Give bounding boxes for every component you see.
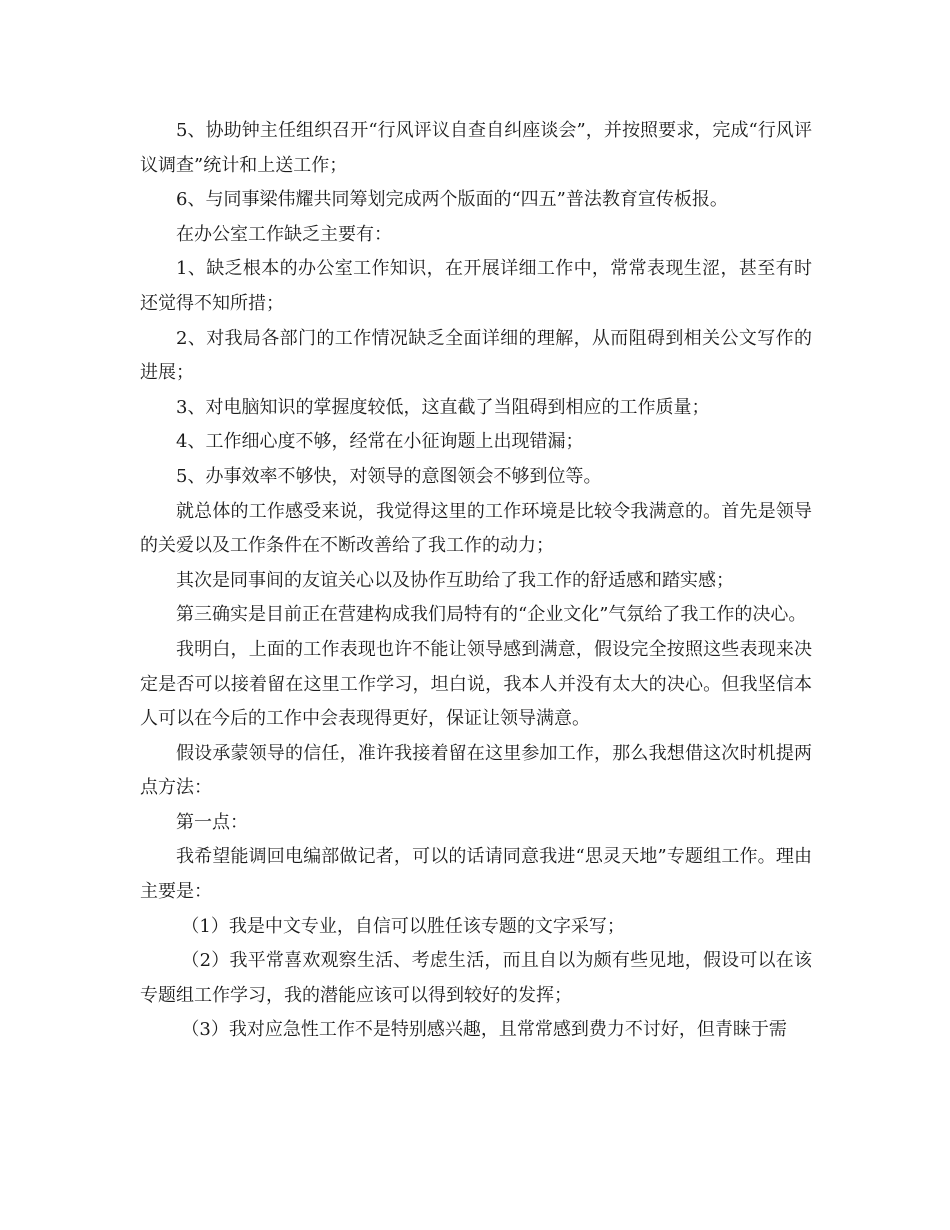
paragraph: 6、与同事梁伟耀共同筹划完成两个版面的“四五”普法教育宣传板报。 <box>176 189 728 211</box>
document-body <box>140 114 812 1048</box>
paragraph: 在办公室工作缺乏主要有： <box>176 223 392 245</box>
list-item: （3）我对应急性工作不是特别感兴趣，且常常感到费力不讨好，但青睐于需 <box>181 1019 787 1041</box>
paragraph: 假设承蒙领导的信任，准许我接着留在这里参加工作，那么我想借这次时机提两点方法： <box>140 742 812 799</box>
paragraph: 5、协助钟主任组织召开“行风评议自查自纠座谈会”，并按照要求，完成“行风评议调查”统计和上送工作； <box>140 120 812 176</box>
paragraph: 第一点： <box>176 811 248 833</box>
list-item: （1）我是中文专业，自信可以胜任该专题的文字采写； <box>181 915 625 937</box>
paragraph: 就总体的工作感受来说，我觉得这里的工作环境是比较令我满意的。首先是领导的关爱以及工作条件在不断改善给了我工作的动力； <box>140 500 812 557</box>
paragraph: 3、对电脑知识的掌握度较低，这直截了当阻碍到相应的工作质量； <box>176 396 710 418</box>
list-item: （2）我平常喜欢观察生活、考虑生活，而且自以为颇有些见地，假设可以在该专题组工作学习，我的潜能应该可以得到较好的发挥； <box>140 950 812 1006</box>
paragraph: 第三确实是目前正在营建构成我们局特有的“企业文化”气氛给了我工作的决心。 <box>176 604 807 626</box>
paragraph: 我希望能调回电编部做记者，可以的话请同意我进“思灵天地”专题组工作。理由主要是： <box>140 846 812 903</box>
paragraph: 2、对我局各部门的工作情况缺乏全面详细的理解，从而阻碍到相关公文写作的进展； <box>140 327 812 384</box>
paragraph: 1、缺乏根本的办公室工作知识，在开展详细工作中，常常表现生涩，甚至有时还觉得不知所措； <box>140 258 812 314</box>
paragraph: 5、办事效率不够快，对领导的意图领会不够到位等。 <box>176 465 602 487</box>
paragraph: 我明白，上面的工作表现也许不能让领导感到满意，假设完全按照这些表现来决定是否可以接着留在这里工作学习，坦白说，我本人并没有太大的决心。但我坚信本人可以在今后的工作中会表现得更好，保证让领导满意。 <box>140 638 812 730</box>
paragraph: 其次是同事间的友谊关心以及协作互助给了我工作的舒适感和踏实感； <box>176 569 734 591</box>
paragraph: 4、工作细心度不够，经常在小征询题上出现错漏； <box>176 431 584 453</box>
